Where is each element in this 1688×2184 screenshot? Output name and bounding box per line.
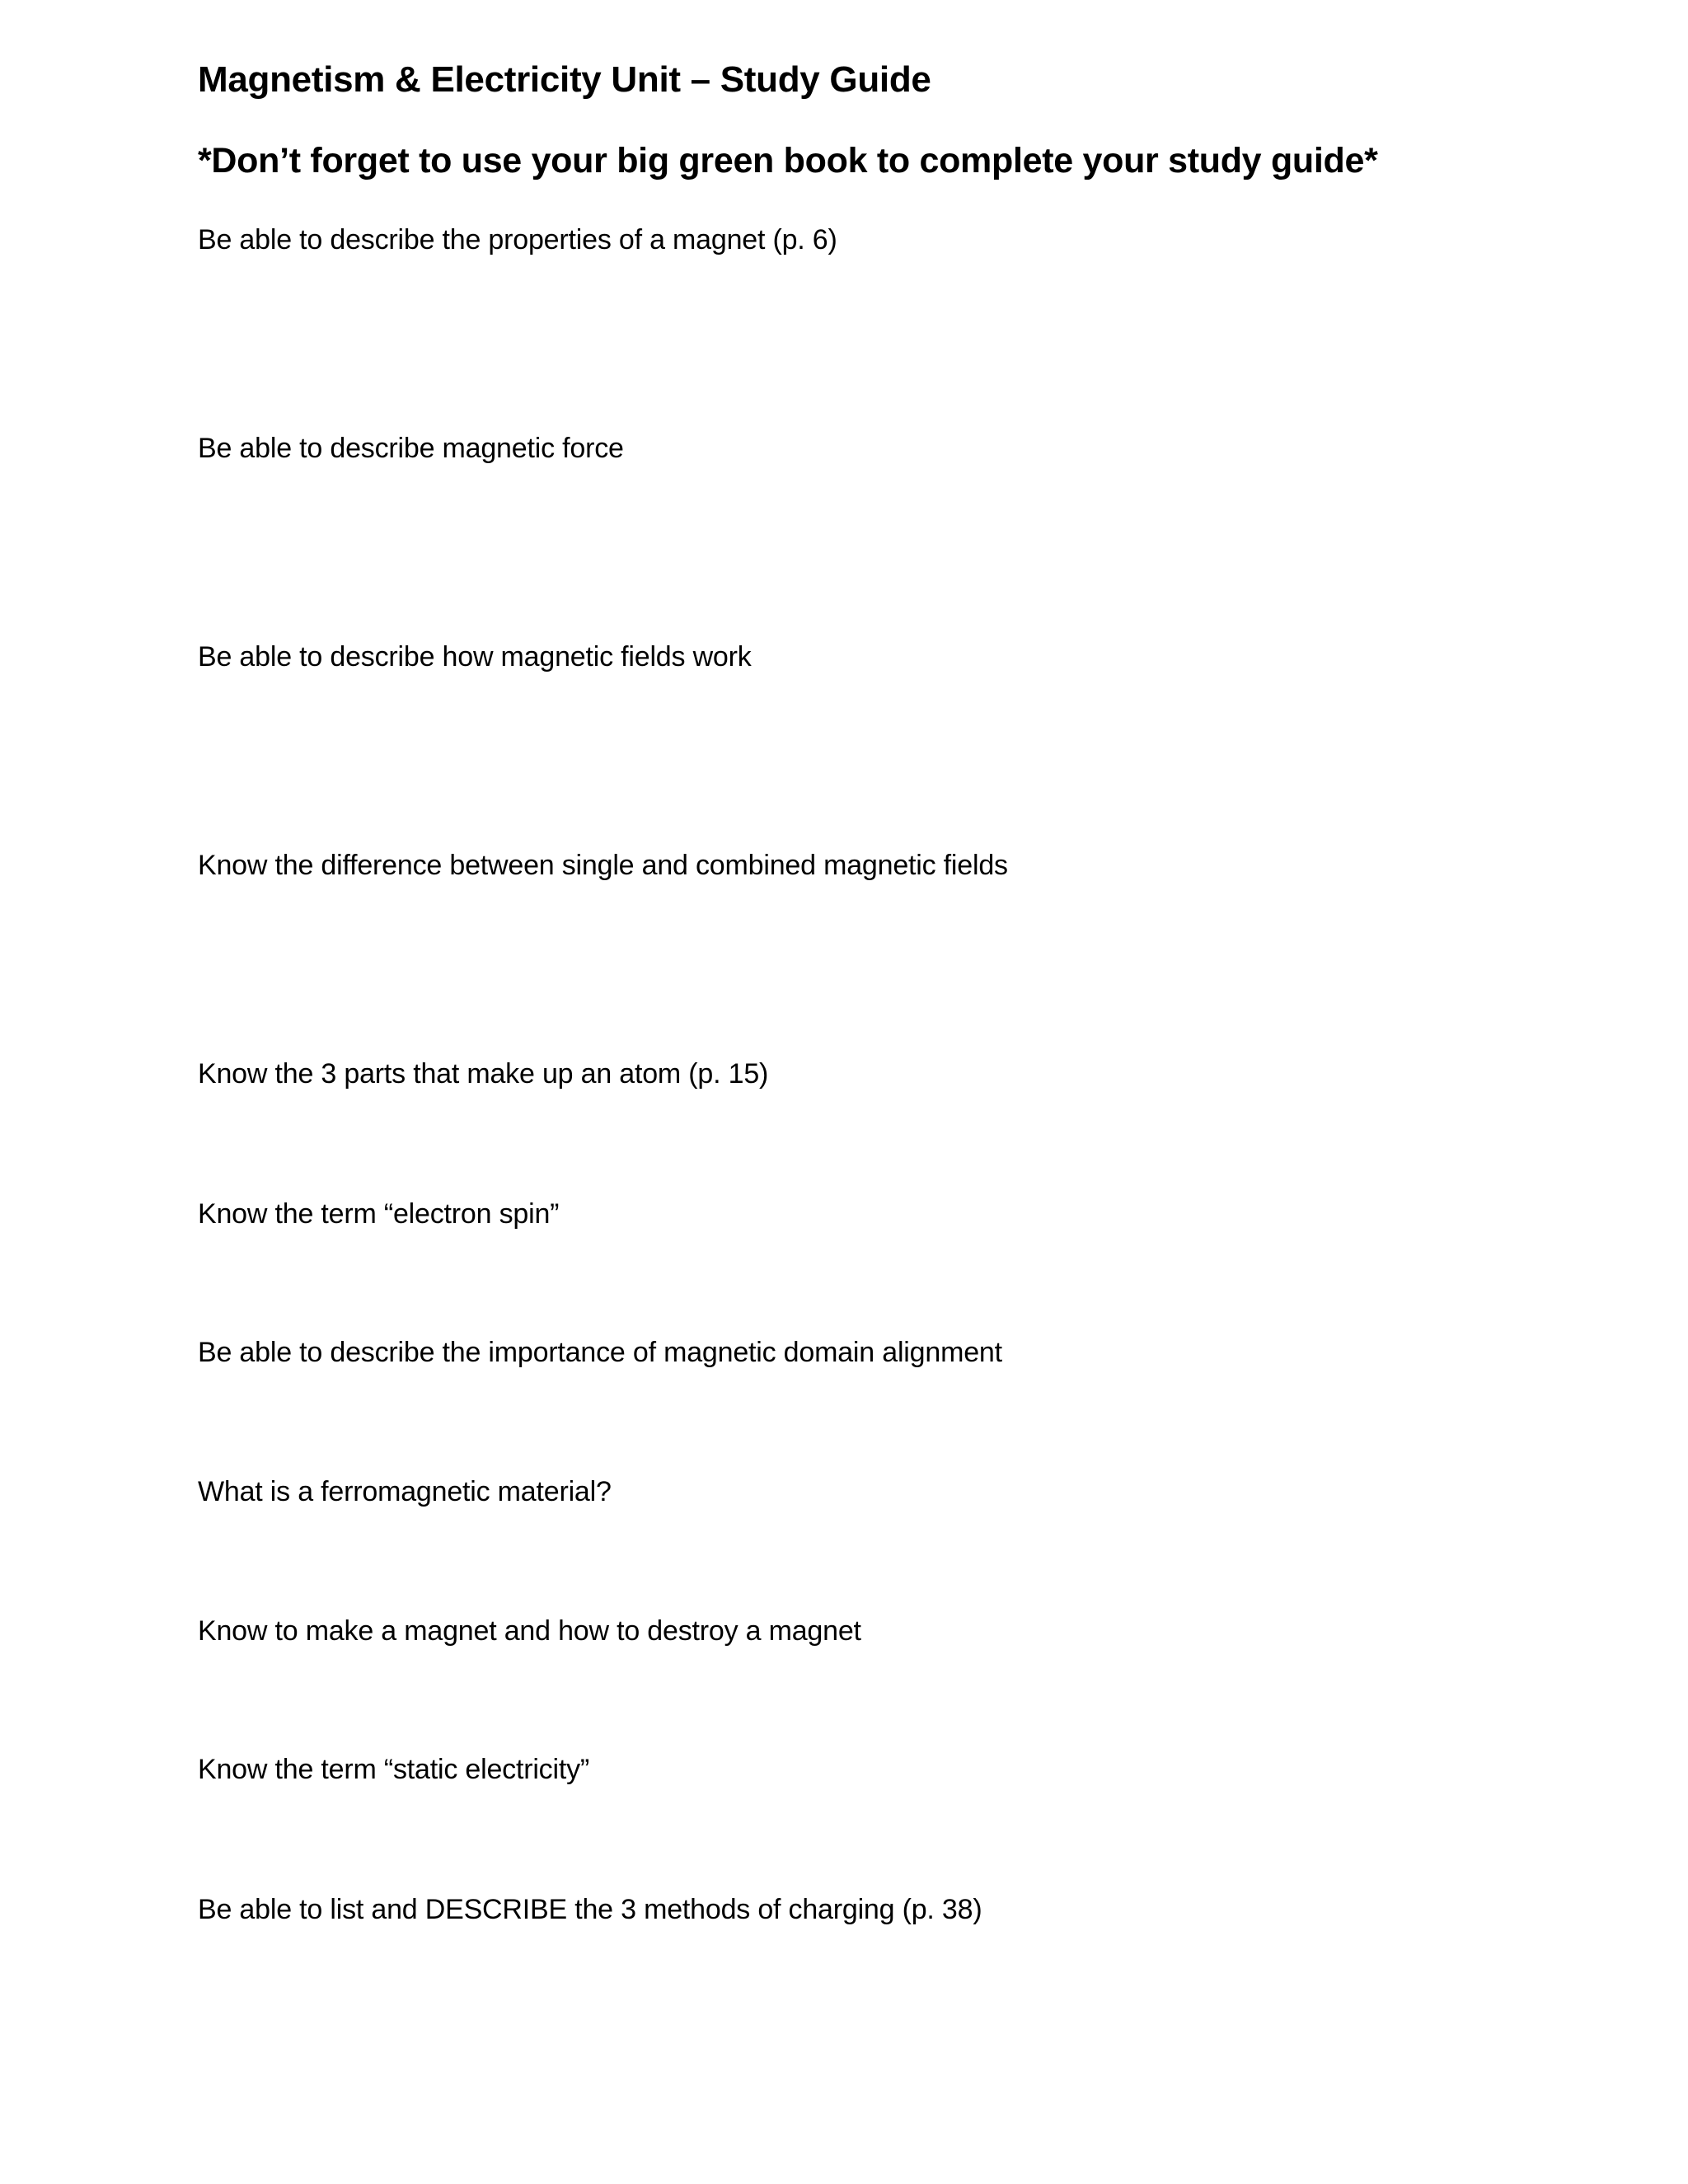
study-item-single-combined-fields: Know the difference between single and combined magnetic fields xyxy=(198,850,1008,881)
study-item-static-electricity: Know the term “static electricity” xyxy=(198,1754,589,1785)
study-item-magnetic-force: Be able to describe magnetic force xyxy=(198,433,624,464)
study-item-domain-alignment: Be able to describe the importance of magnetic domain alignment xyxy=(198,1337,1002,1368)
study-item-properties-of-magnet: Be able to describe the properties of a magnet (p. 6) xyxy=(198,224,837,255)
study-item-atom-parts: Know the 3 parts that make up an atom (p. 15) xyxy=(198,1058,769,1090)
study-item-ferromagnetic-material: What is a ferromagnetic material? xyxy=(198,1476,612,1507)
study-item-methods-of-charging: Be able to list and DESCRIBE the 3 methods of charging (p. 38) xyxy=(198,1894,982,1925)
study-item-magnetic-fields: Be able to describe how magnetic fields work xyxy=(198,641,752,673)
study-item-electron-spin: Know the term “electron spin” xyxy=(198,1198,560,1230)
study-item-make-destroy-magnet: Know to make a magnet and how to destroy a magnet xyxy=(198,1615,861,1647)
page-title: Magnetism & Electricity Unit – Study Guide xyxy=(198,59,931,100)
page-subtitle: *Don’t forget to use your big green book to complete your study guide* xyxy=(198,141,1378,180)
